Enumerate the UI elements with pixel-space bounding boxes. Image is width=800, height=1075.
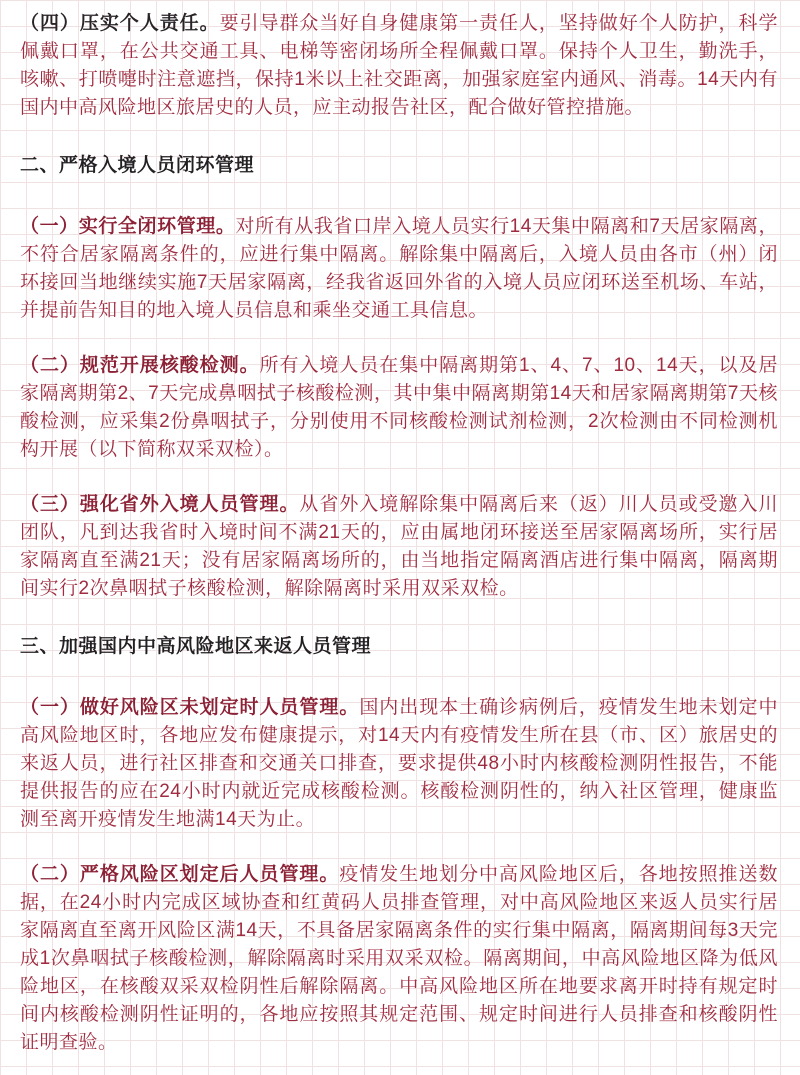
paragraph-lead: （三）强化省外入境人员管理。 bbox=[20, 494, 300, 515]
section-heading: 二、严格入境人员闭环管理 bbox=[20, 155, 255, 176]
paragraph-body: 所有入境人员在集中隔离期第1、4、7、10、14天，以及居家隔离期第2、7天完成鼻咽拭子核酸检测，其中集中隔离期第14天和居家隔离期第7天核酸检测，应采集2份鼻咽拭子，分别使用不同核酸检测试剂检测，2次检测由不同检测机构开展（以下简称双采双检）。 bbox=[20, 355, 778, 460]
paragraph bbox=[20, 491, 778, 603]
paragraph-body: 对所有从我省口岸入境人员实行14天集中隔离和7天居家隔离，不符合居家隔离条件的，应进行集中隔离。解除集中隔离后，入境人员由各市（州）闭环接回当地继续实施7天居家隔离，经我省返回外省的入境人员应闭环送至机场、车站，并提前告知目的地入境人员信息和乘坐交通工具信息。 bbox=[20, 216, 778, 321]
paragraph bbox=[20, 213, 778, 325]
paragraph bbox=[20, 694, 778, 834]
paragraph-lead: （二）规范开展核酸检测。 bbox=[20, 355, 260, 376]
paragraph-body: 要引导群众当好自身健康第一责任人，坚持做好个人防护，科学佩戴口罩，在公共交通工具、电梯等密闭场所全程佩戴口罩。保持个人卫生，勤洗手，咳嗽、打喷嚏时注意遮挡，保持1米以上社交距离，加强家庭室内通风、消毒。14天内有国内中高风险地区旅居史的人员，应主动报告社区，配合做好管控措施。 bbox=[20, 13, 778, 118]
paragraph-lead: （四）压实个人责任。 bbox=[20, 13, 220, 34]
paragraph-lead: （一）做好风险区未划定时人员管理。 bbox=[20, 697, 360, 718]
paragraph bbox=[20, 352, 778, 464]
paragraph-body: 从省外入境解除集中隔离后来（返）川人员或受邀入川团队，凡到达我省时入境时间不满21天的，应由属地闭环接送至居家隔离场所，实行居家隔离直至满21天；没有居家隔离场所的，由当地指定隔离酒店进行集中隔离，隔离期间实行2次鼻咽拭子核酸检测，解除隔离时采用双采双检。 bbox=[20, 494, 778, 599]
paragraph bbox=[20, 10, 778, 122]
document-body bbox=[20, 10, 778, 1057]
paragraph-lead: （一）实行全闭环管理。 bbox=[20, 216, 236, 237]
paragraph-body: 疫情发生地划分中高风险地区后，各地按照推送数据，在24小时内完成区域协查和红黄码人员排查管理，对中高风险地区来返人员实行居家隔离直至离开风险区满14天，不具备居家隔离条件的实行集中隔离，隔离期间每3天完成1次鼻咽拭子核酸检测，解除隔离时采用双采双检。隔离期间，中高风险地区降为低风险地区，在核酸双采双检阴性后解除隔离。中高风险地区所在地要求离开时持有规定时间内核酸检测阴性证明的，各地应按照其规定范围、规定时间进行人员排查和核酸阴性证明查验。 bbox=[20, 864, 778, 1053]
paragraph-lead: （二）严格风险区划定后人员管理。 bbox=[20, 864, 340, 885]
section-heading: 三、加强国内中高风险地区来返人员管理 bbox=[20, 636, 372, 657]
paragraph bbox=[20, 861, 778, 1057]
paragraph-body: 国内出现本土确诊病例后，疫情发生地未划定中高风险地区时，各地应发布健康提示，对14天内有疫情发生所在县（市、区）旅居史的来返人员，进行社区排查和交通关口排查，要求提供48小时内核酸检测阴性报告，不能提供报告的应在24小时内就近完成核酸检测。核酸检测阴性的，纳入社区管理，健康监测至离开疫情发生地满14天为止。 bbox=[20, 697, 778, 830]
